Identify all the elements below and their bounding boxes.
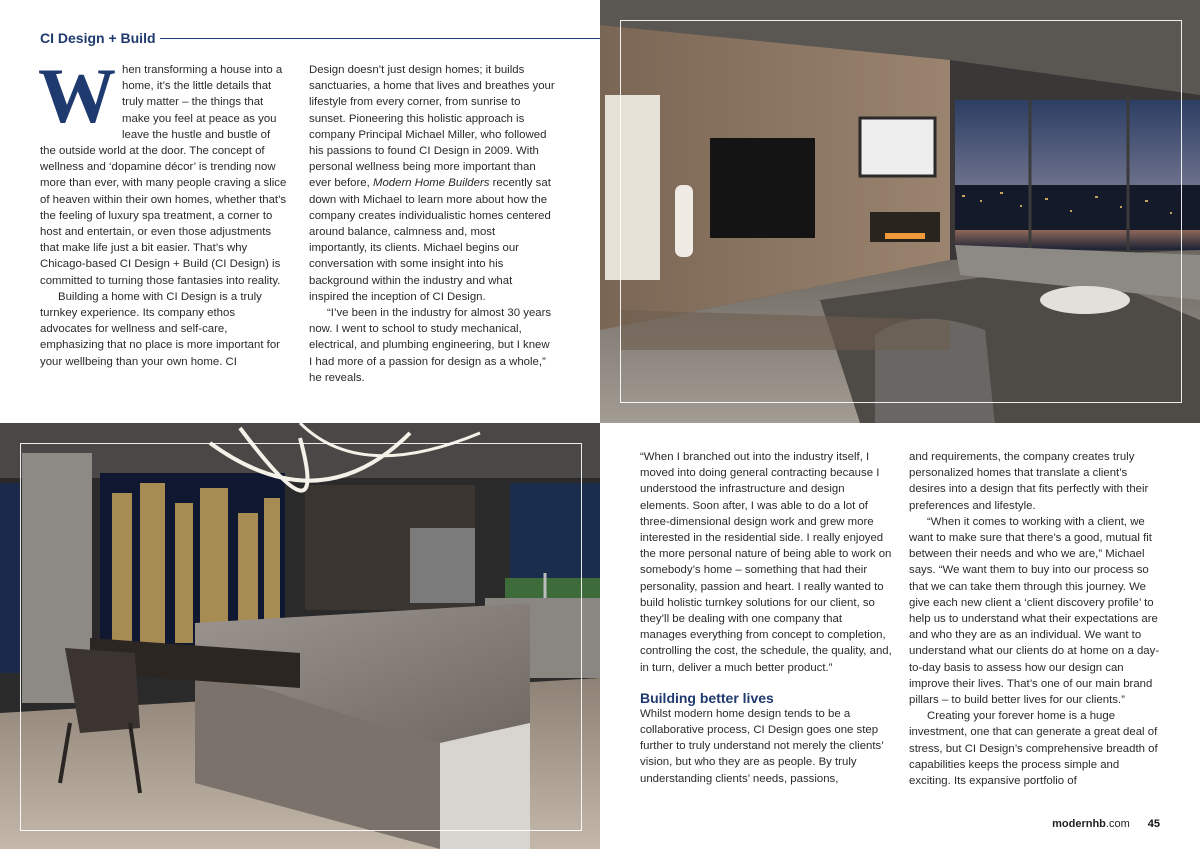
drop-cap: W (38, 52, 116, 139)
col4-paragraph-2: “When it comes to working with a client, we want to make sure that there’s a good, mutual fit between their needs and who we are,” Michael says. “We want them to buy into our process so that we can take them through this journey. We give each new client a ‘client discovery profile’ to help us to understand what their expectations are and who they are as an individual. We want to understand what our clients do at home on a day-to-day basis to assess how our design can improve their lives. That’s one of our main brand pillars – to build better lives for our clients.” (909, 515, 1160, 707)
section-label-rule (160, 38, 600, 39)
footer-website-tld: .com (1105, 818, 1130, 830)
col2-paragraph-1 (309, 62, 555, 305)
page-footer (1052, 818, 1160, 830)
article-column-2 (309, 62, 555, 386)
footer-website[interactable] (1052, 818, 1130, 830)
kitchen-photo (0, 423, 600, 849)
page-number: 45 (1147, 818, 1160, 830)
col1-paragraph-2: Building a home with CI Design is a truly turnkey experience. Its company ethos advocates for wellness and self-care, emphasizing that no place is more important for your wellbeing than your own home. CI (40, 290, 280, 368)
article-column-3 (640, 449, 892, 787)
article-column-1 (38, 52, 288, 370)
kitchen-illustration (0, 423, 600, 849)
col2-paragraph-2: “I’ve been in the industry for almost 30 years now. I went to school to study mechanical, electrical, and plumbing engineering, but I knew I had more of a passion for design as a whole,” he reveals. (309, 307, 552, 384)
col1-paragraph-1: hen transforming a house into a home, it’s the little details that truly matter – the things that make you feel at peace as you leave the hustle and bustle of the outside world at the door. The concept of wellness and ‘dopamine décor’ is trending now more than ever, with many people craving a slice of heaven within their own homes, whether that’s the feeling of luxury spa treatment, a corner to host and entertain, or even those adjustments that make life just a bit easier. That’s why Chicago-based CI Design + Build (CI Design) is committed to turning those fantasies into reality. (40, 64, 287, 287)
col2-p1-end: recently sat down with Michael to learn more about how the company creates individualistic homes centered around balance, calmness and, most importantly, its clients. Michael begins our conversation with some insight into his background within the industry and what inspired the inception of CI Design. (309, 177, 551, 303)
section-label-text: CI Design + Build (40, 30, 156, 46)
footer-website-bold: modernhb (1052, 818, 1106, 830)
col3-paragraph-1: “When I branched out into the industry itself, I moved into doing general contracting because I understood the infrastructure and design elements. Soon after, I was able to do a lot of three-dimensional design work and grew more interested in the residential side. I really enjoyed the more personal nature of being able to work on somebody’s home – something that had their personality, passion and heart. I really wanted to build holistic turnkey solutions for our client, so they’ll be dealing with one company that manages everything from concept to completion, controlling the cost, the schedule, the quality, and, in turn, deliver a much better product.” (640, 451, 892, 674)
article-column-4 (909, 449, 1161, 789)
subhead-building-better-lives: Building better lives (640, 689, 774, 706)
living-room-illustration (600, 0, 1200, 423)
publication-name: Modern Home Builders (372, 177, 490, 190)
col4-paragraph-1: and requirements, the company creates truly personalized homes that translate a client’s desires into a design that fits perfectly with their preferences and lifestyle. (909, 451, 1149, 512)
living-room-photo (600, 0, 1200, 423)
col2-p1-start: Design doesn’t just design homes; it builds sanctuaries, a home that lives and breathes your lifestyle from every corner, from sunrise to sunset. Pioneering this holistic approach is company Principal Michael Miller, who followed his passions to found CI Design in 2009. With personal wellness being more important than ever before, (309, 64, 555, 190)
col4-paragraph-3: Creating your forever home is a huge investment, one that can generate a great deal of stress, but CI Design’s comprehensive breadth of capabilities keeps the process simple and exciting. Its expansive portfolio of (909, 710, 1158, 788)
section-label (40, 29, 600, 47)
col3-paragraph-2: Whilst modern home design tends to be a collaborative process, CI Design goes one step further to truly understand not merely the clients’ vision, but who they are as people. By truly understanding clients’ needs, passions, (640, 707, 884, 785)
